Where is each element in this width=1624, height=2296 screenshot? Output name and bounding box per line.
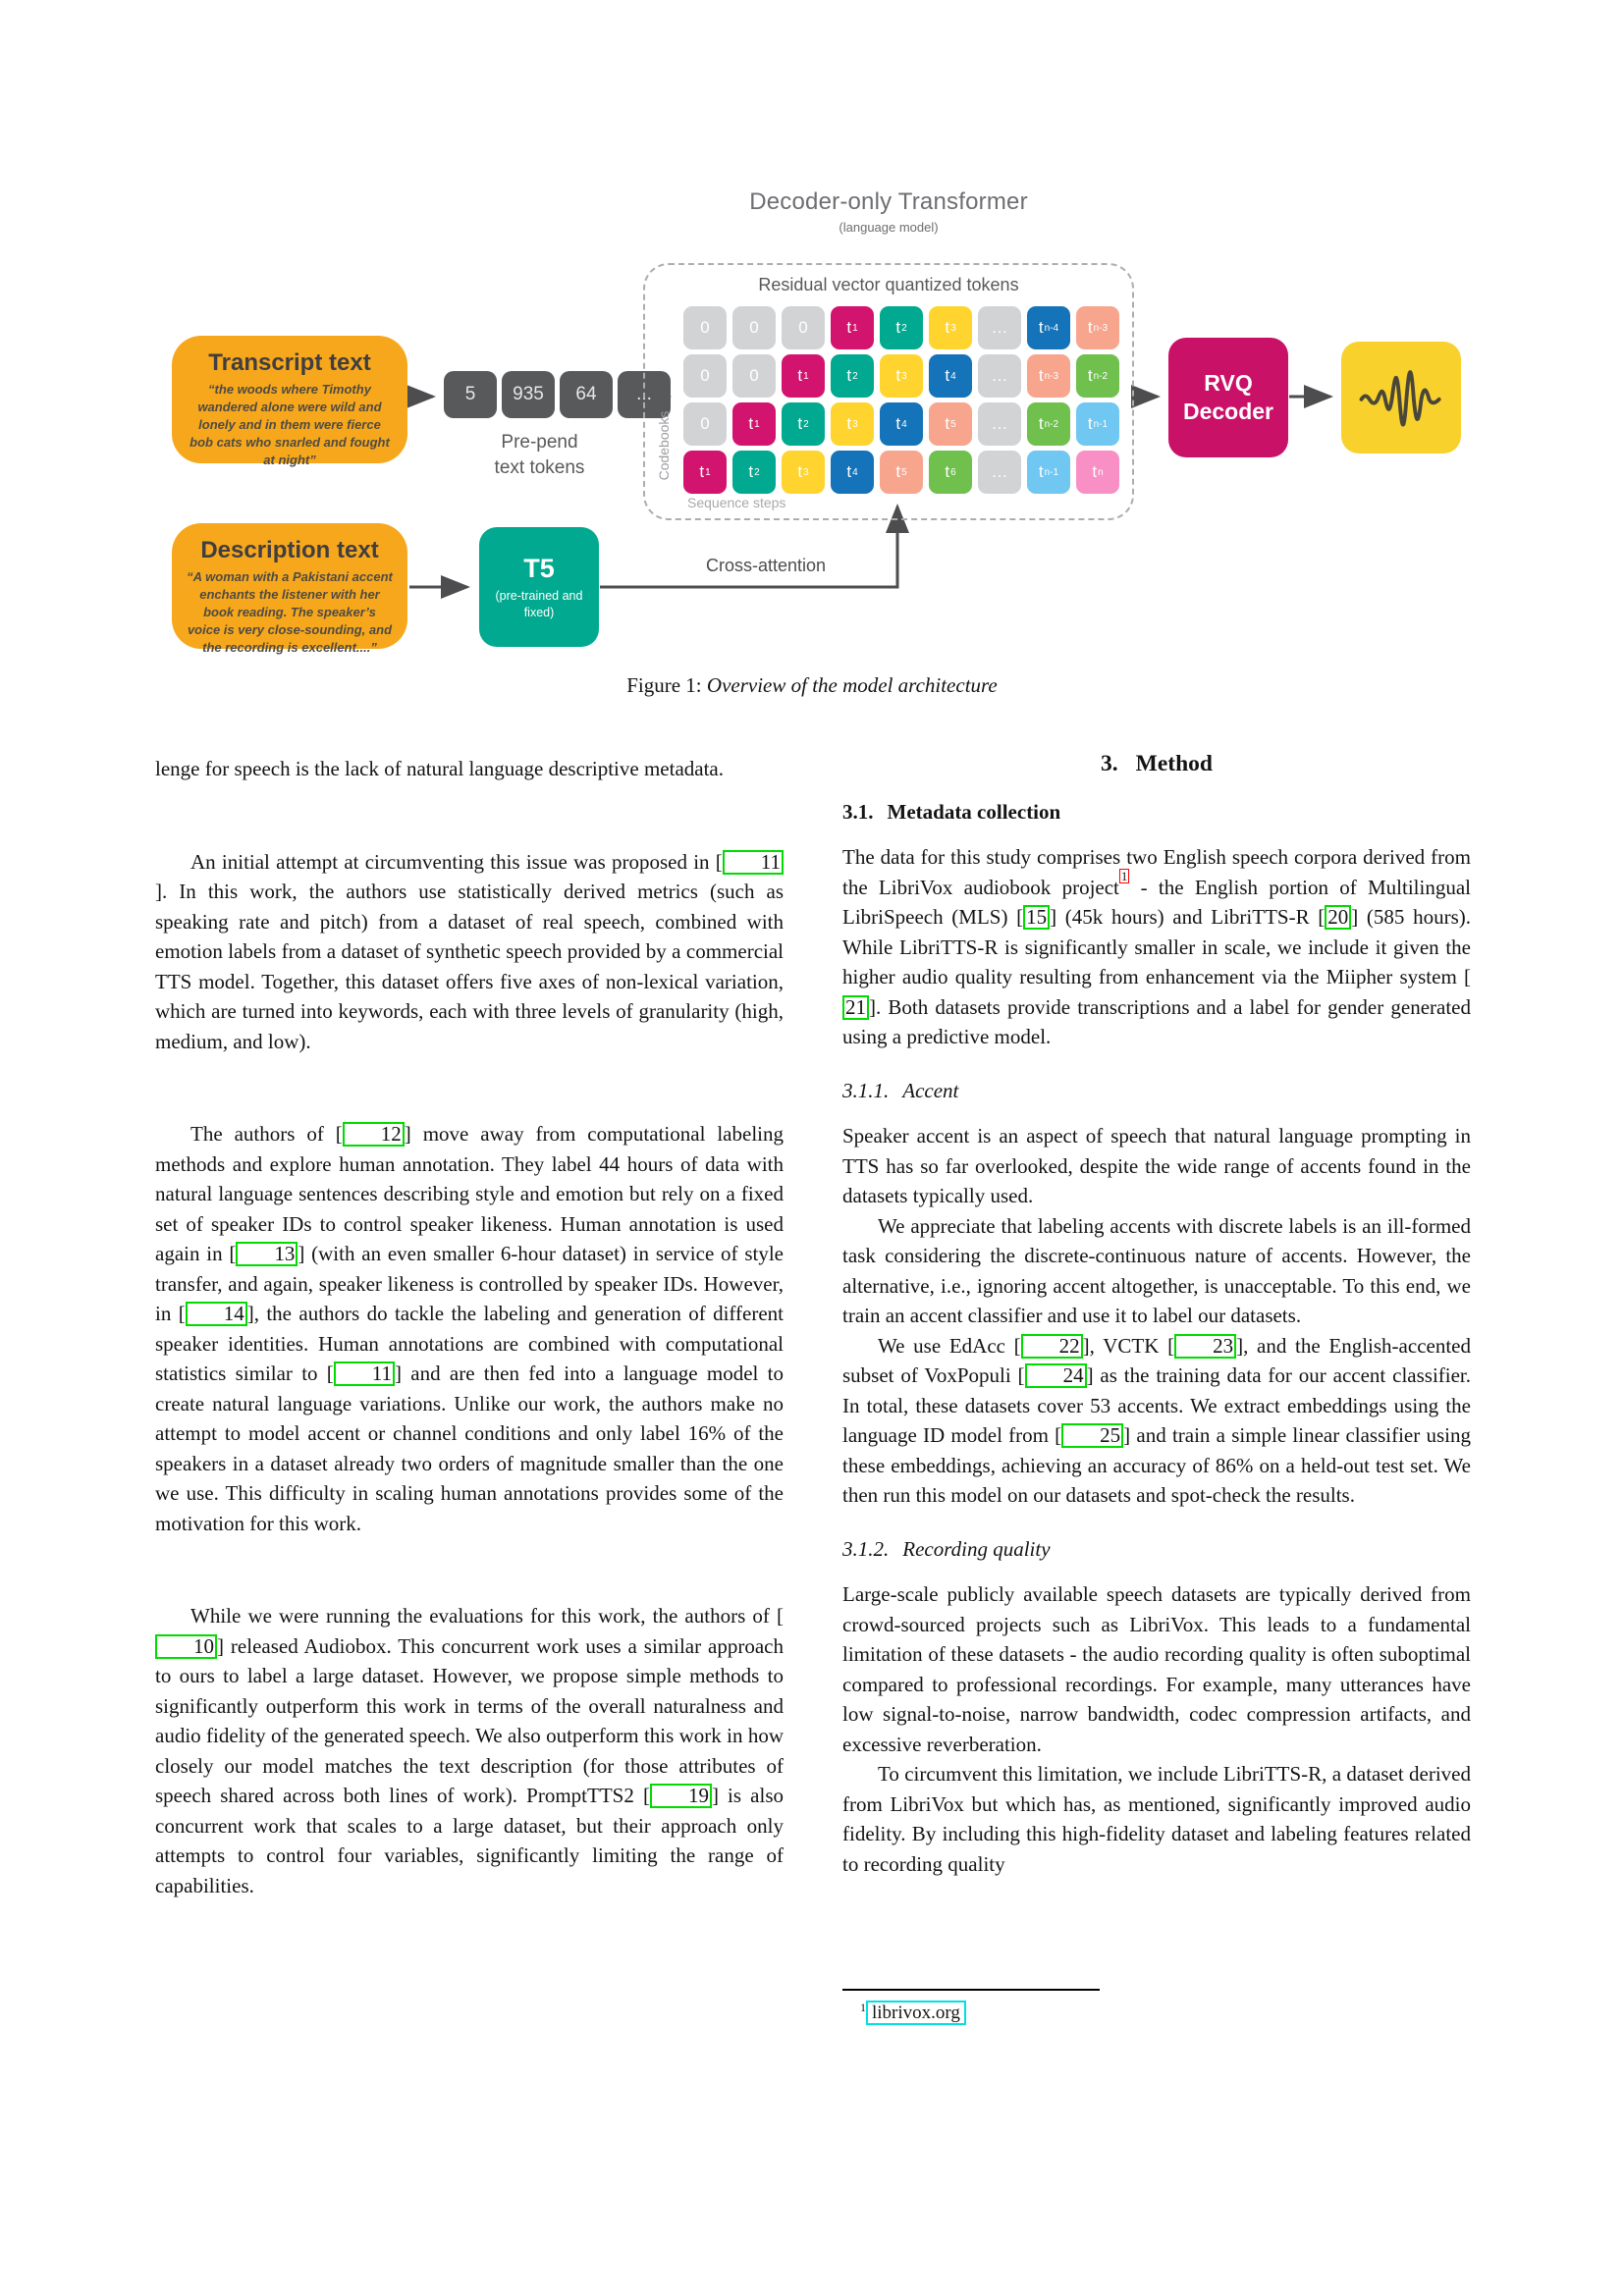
citation[interactable]: 22	[1021, 1334, 1083, 1359]
token-cell: …	[978, 354, 1021, 398]
token-cell: t 4	[831, 451, 874, 494]
citation[interactable]: 23	[1174, 1334, 1236, 1359]
paragraph: The authors of [ 12 ] move away from computational labeling methods and explore human annotation. They label 44 hours of data with natural language sentences describing style and emotion but rely on a fixed set of speaker IDs to control speaker likeness. Human annotation is used again in [ 13 ] (with an even smaller 6-hour dataset) in service of style transfer, and again, speaker likeness is controlled by speaker IDs. However, in [ 14 ], the authors do tackle the labeling and generation of different speaker identities. Human annotations are combined with computational statistics similar to [ 11 ] and are then fed into a language model to create natural language variations. Unlike our work, the authors make no attempt to model accent or channel conditions and only label 16% of the speakers in a dataset already two orders of magnitude smaller than the one we use. This difficulty in scaling human annotations provides some of the motivation for this work.	[155, 1122, 785, 1535]
paragraph: While we were running the evaluations for this work, the authors of [10 ] released Audiobox. This concurrent work uses a similar approach to ours to label a large dataset. However, we propose simple methods to significantly outperform this work in terms of the overall naturalness and audio fidelity of the generated speech. We also outperform this work in how closely our model matches the text description (for those attributes of speech shared across both lines of work). PromptTTS2 [ 19 ] is also concurrent work that scales to a large dataset, but their approach only attempts to control four variables, significantly limiting the range of capabilities.	[155, 1604, 785, 1897]
token-cell: t 1	[782, 354, 825, 398]
footnote-rule	[842, 1989, 1100, 1991]
description-text-box	[172, 523, 407, 655]
caption-text: Overview of the model architecture	[706, 673, 998, 697]
citation[interactable]: 11	[334, 1362, 395, 1386]
description-title: Description text	[200, 537, 379, 563]
token-grid	[683, 306, 1119, 494]
token-cell: t 6	[929, 451, 972, 494]
t5-title: T5	[523, 554, 555, 584]
transcript-title: Transcript text	[208, 349, 371, 376]
token-cell: 0	[782, 306, 825, 349]
transcript-text-box	[172, 336, 407, 467]
citation[interactable]: 14	[186, 1302, 247, 1326]
paragraph: Large-scale publicly available speech datasets are typically derived from crowd-sourced projects such as LibriVox. This leads to a fundamental limitation of these datasets - the audio recording quality is often suboptimal compared to professional recordings. For example, many utterances have low signal-to-noise, narrow bandwidth, codec compression artifacts, and excessive reverberation.	[842, 1582, 1471, 1756]
footnote-number: 1	[860, 2001, 866, 2014]
citation[interactable]: 11	[723, 850, 784, 875]
caption-prefix: Figure 1:	[626, 673, 702, 697]
token-cell: t n-4	[1027, 306, 1070, 349]
token-cell: t 4	[880, 402, 923, 446]
citation[interactable]: 19	[650, 1784, 712, 1808]
citation[interactable]: 15	[1023, 905, 1050, 930]
audio-output-box	[1341, 342, 1461, 454]
prepend-token: 935	[502, 371, 555, 418]
figure-diagram-subtitle: (language model)	[839, 220, 939, 235]
token-cell: t 2	[732, 451, 776, 494]
token-cell: 0	[732, 354, 776, 398]
right-column	[842, 749, 1471, 1879]
sequence-steps-axis-label: Sequence steps	[687, 495, 786, 510]
waveform-icon	[1350, 352, 1452, 443]
token-cell: t n-3	[1076, 306, 1119, 349]
token-cell: t n-2	[1076, 354, 1119, 398]
paragraph: An initial attempt at circumventing this issue was proposed in [ 11]. In this work, the authors use statistically derived metrics (such as speaking rate and pitch) from a dataset of real speech, combined with emotion labels from a dataset of synthetic speech provided by a commercial TTS model. Together, this dataset offers five axes of non-lexical variation, which are turned into keywords, each with three levels of granularity (high, medium, and low).	[155, 849, 784, 1053]
subsubsection-heading: 3.1.2. Recording quality	[842, 1536, 1051, 1561]
left-column	[155, 754, 784, 1900]
token-cell: …	[978, 451, 1021, 494]
subsubsection-heading: 3.1.1. Accent	[842, 1078, 959, 1102]
paragraph: lenge for speech is the lack of natural language descriptive metadata.	[155, 757, 724, 780]
prepend-label: Pre-pend text tokens	[494, 432, 585, 478]
token-cell: t 2	[782, 402, 825, 446]
prepend-token: ...	[618, 371, 671, 418]
citation[interactable]: 25	[1061, 1423, 1123, 1448]
paragraph: The data for this study comprises two English speech corpora derived from the LibriVox audiobook project $^1$ - the English portion of Multilingual LibriSpeech (MLS) [ 15 ] (45k hours) and LibriTTS-R [ 20 ] (585 hours). While LibriTTS-R is significantly smaller in scale, we include it given the higher audio quality resulting from enhancement via the Miipher system [21 ]. Both datasets provide transcriptions and a label for gender generated using a predictive model.	[842, 845, 1471, 1049]
token-cell: t n-1	[1076, 402, 1119, 446]
figure-diagram-title: Decoder-only Transformer	[749, 188, 1028, 215]
footnote	[842, 1989, 1100, 2024]
token-cell: t 3	[831, 402, 874, 446]
token-cell: t 2	[880, 306, 923, 349]
figure-caption	[0, 673, 1624, 698]
t5-subtitle: (pre-trained and fixed)	[495, 589, 583, 619]
token-cell: t n-3	[1027, 354, 1070, 398]
citation[interactable]: 20	[1325, 905, 1351, 930]
description-body: “A woman with a Pakistani accent enchants the listener with her book reading. The speaker’s voice is very close-sounding, and the recording is excellent....”	[187, 569, 393, 655]
paragraph: Speaker accent is an aspect of speech that natural language prompting in TTS has so far overlooked, despite the wide range of accents found in the datasets typically used.	[842, 1124, 1471, 1208]
token-cell: t 2	[831, 354, 874, 398]
token-cell: …	[978, 402, 1021, 446]
prepend-token: 5	[444, 371, 497, 418]
citation[interactable]: 13	[236, 1242, 298, 1266]
cross-attention-label: Cross-attention	[705, 556, 827, 575]
token-cell: 0	[683, 402, 727, 446]
prepend-token: 64	[560, 371, 613, 418]
section-heading: 3. Method	[1101, 751, 1213, 776]
token-cell: 0	[683, 306, 727, 349]
token-cell: t 1	[732, 402, 776, 446]
token-cell: t n-1	[1027, 451, 1070, 494]
citation[interactable]: 21	[842, 995, 869, 1020]
citation[interactable]: 12	[343, 1122, 405, 1147]
t5-encoder-box	[479, 527, 599, 647]
transcript-body: “the woods where Timothy wandered alone were wild and lonely and in them were fierce bob cats who snarled and fought at night”	[189, 382, 390, 467]
token-cell: t 1	[831, 306, 874, 349]
token-cell: t 3	[929, 306, 972, 349]
codebooks-axis-label: Codebooks	[656, 410, 672, 481]
token-cell: t n-2	[1027, 402, 1070, 446]
subsection-heading: 3.1. Metadata collection	[842, 799, 1061, 824]
token-cell: 0	[683, 354, 727, 398]
token-cell: t 5	[880, 451, 923, 494]
token-cell: t 3	[880, 354, 923, 398]
token-cell: t 4	[929, 354, 972, 398]
paragraph: We use EdAcc [ 22 ], VCTK [ 23 ], and the English-accented subset of VoxPopuli [ 24 ] as the training data for our accent classifier. In total, these datasets cover 53 accents. We extract embeddings using the language ID model from [ 25 ] and train a simple linear classifier using these embeddings, achieving an accuracy of 86% on a held-out test set. We then run this model on our datasets and spot-check the results.	[842, 1333, 1472, 1508]
token-cell: t 3	[782, 451, 825, 494]
paragraph: We appreciate that labeling accents with discrete labels is an ill-formed task considering the discrete-continuous nature of accents. However, the alternative, i.e., ignoring accent altogether, is unacceptable. To this end, we train an accent classifier and use it to label our datasets.	[842, 1213, 1471, 1328]
token-cell: 0	[732, 306, 776, 349]
paragraph: To circumvent this limitation, we include LibriTTS-R, a dataset derived from LibriVox but which has, as mentioned, significantly improved audio fidelity. By including this high-fidelity dataset and labeling features related to recording quality	[842, 1762, 1471, 1876]
prepend-tokens	[444, 371, 671, 418]
footnote-link[interactable]: librivox.org	[866, 2001, 966, 2025]
footnote-marker[interactable]: 1	[1120, 868, 1128, 883]
token-cell: t n	[1076, 451, 1119, 494]
rvq-decoder-box: RVQ Decoder	[1168, 338, 1288, 457]
citation[interactable]: 24	[1025, 1363, 1087, 1388]
figure-1-architecture	[0, 0, 1624, 726]
token-cell: …	[978, 306, 1021, 349]
token-cell: t 5	[929, 402, 972, 446]
token-cell: t 1	[683, 451, 727, 494]
citation[interactable]: 10	[155, 1634, 217, 1659]
rvq-tokens-label: Residual vector quantized tokens	[758, 275, 1019, 294]
